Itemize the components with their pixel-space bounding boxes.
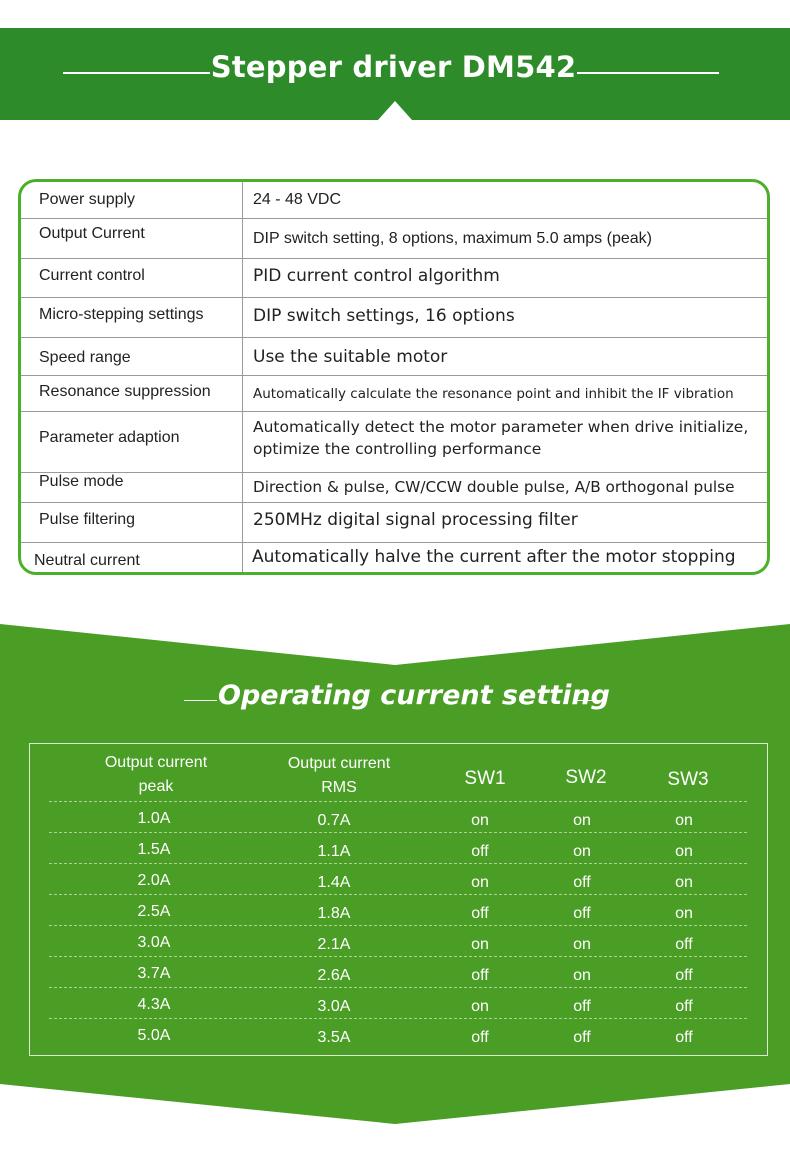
header-output-current-peak <box>76 751 236 799</box>
section-rule-left <box>184 700 217 701</box>
row-divider <box>49 832 747 833</box>
cell-sw3: off <box>675 998 693 1015</box>
cell-sw2: on <box>573 812 591 829</box>
cell-peak: 3.7A <box>137 965 171 982</box>
spec-value: 250MHz digital signal processing filter <box>253 510 578 530</box>
cell-peak: 1.0A <box>137 810 171 827</box>
spec-row-power-supply <box>21 182 767 218</box>
header-line: peak <box>138 778 174 795</box>
spec-row-output-current <box>21 218 767 258</box>
row-divider <box>49 863 747 864</box>
cell-sw2: off <box>573 874 591 891</box>
spec-row-pulse-filtering <box>21 502 767 542</box>
spec-value: Automatically halve the current after the motor stopping <box>252 547 736 567</box>
row-divider <box>49 1018 747 1019</box>
spec-label: Neutral current <box>34 552 140 569</box>
cell-sw2: on <box>573 843 591 860</box>
cell-rms: 2.6A <box>317 967 351 984</box>
cell-sw1: on <box>471 812 489 829</box>
header-sw3: SW3 <box>667 769 709 790</box>
spec-row-speed-range <box>21 337 767 375</box>
spec-row-neutral-current <box>21 542 767 575</box>
spec-value: Use the suitable motor <box>253 347 448 367</box>
spec-label: Parameter adaption <box>39 429 180 446</box>
cell-sw2: on <box>573 967 591 984</box>
spec-row-parameter-adaption <box>21 411 767 472</box>
spec-table <box>18 179 770 575</box>
cell-peak: 5.0A <box>137 1027 171 1044</box>
spec-row-current-control <box>21 258 767 297</box>
cell-rms: 3.0A <box>317 998 351 1015</box>
cell-sw1: off <box>471 967 489 984</box>
banner-notch <box>378 101 412 120</box>
header-sw1: SW1 <box>464 768 506 789</box>
spec-value: 24 - 48 VDC <box>253 191 342 208</box>
spec-label: Speed range <box>39 349 131 366</box>
cell-sw3: off <box>675 936 693 953</box>
spec-label: Output Current <box>39 225 145 242</box>
spec-value: DIP switch settings, 16 options <box>253 306 515 326</box>
cell-sw3: on <box>675 905 693 922</box>
header-line: RMS <box>321 779 357 796</box>
cell-rms: 1.8A <box>317 905 351 922</box>
cell-sw3: off <box>675 967 693 984</box>
cell-rms: 2.1A <box>317 936 351 953</box>
spec-row-pulse-mode <box>21 472 767 502</box>
spec-value: Automatically calculate the resonance point and inhibit the IF vibration <box>253 386 734 402</box>
banner-rule-right <box>577 72 719 74</box>
cell-sw2: off <box>573 998 591 1015</box>
row-divider <box>49 925 747 926</box>
cell-peak: 1.5A <box>137 841 171 858</box>
cell-sw1: off <box>471 843 489 860</box>
header-line: Output current <box>287 755 391 772</box>
cell-peak: 2.5A <box>137 903 171 920</box>
spec-label: Resonance suppression <box>39 383 211 400</box>
cell-peak: 2.0A <box>137 872 171 889</box>
cell-rms: 0.7A <box>317 812 351 829</box>
header-line: Output current <box>104 754 208 771</box>
cell-rms: 1.1A <box>317 843 351 860</box>
spec-value: Automatically detect the motor parameter when drive initialize, optimize the controlling performance <box>253 418 749 458</box>
cell-sw1: on <box>471 936 489 953</box>
spec-value: DIP switch setting, 8 options, maximum 5.0 amps (peak) <box>253 230 652 247</box>
cell-sw3: off <box>675 1029 693 1046</box>
row-divider <box>49 956 747 957</box>
cell-sw1: on <box>471 998 489 1015</box>
row-divider <box>49 894 747 895</box>
cell-sw2: on <box>573 936 591 953</box>
spec-label: Power supply <box>39 191 136 208</box>
spec-value: PID current control algorithm <box>253 266 500 286</box>
cell-sw1: on <box>471 874 489 891</box>
cell-sw3: on <box>675 843 693 860</box>
header-output-current-rms <box>259 752 419 800</box>
row-divider <box>49 987 747 988</box>
cell-rms: 1.4A <box>317 874 351 891</box>
spec-label: Micro-stepping settings <box>39 306 204 323</box>
header-sw2: SW2 <box>565 767 607 788</box>
cell-sw2: off <box>573 905 591 922</box>
spec-label: Pulse mode <box>39 473 124 490</box>
cell-sw3: on <box>675 812 693 829</box>
page-title: Stepper driver DM542 <box>210 50 577 84</box>
section-title: Operating current setting <box>218 680 610 711</box>
spec-row-resonance <box>21 375 767 411</box>
banner-rule-left <box>63 72 210 74</box>
cell-sw2: off <box>573 1029 591 1046</box>
cell-peak: 4.3A <box>137 996 171 1013</box>
cell-rms: 3.5A <box>317 1029 351 1046</box>
cell-peak: 3.0A <box>137 934 171 951</box>
spec-label: Current control <box>39 267 145 284</box>
spec-row-micro-stepping <box>21 297 767 337</box>
spec-label: Pulse filtering <box>39 511 136 528</box>
cell-sw3: on <box>675 874 693 891</box>
header-divider <box>49 801 747 802</box>
cell-sw1: off <box>471 905 489 922</box>
spec-value: Direction & pulse, CW/CCW double pulse, A/B orthogonal pulse <box>253 478 735 496</box>
cell-sw1: off <box>471 1029 489 1046</box>
